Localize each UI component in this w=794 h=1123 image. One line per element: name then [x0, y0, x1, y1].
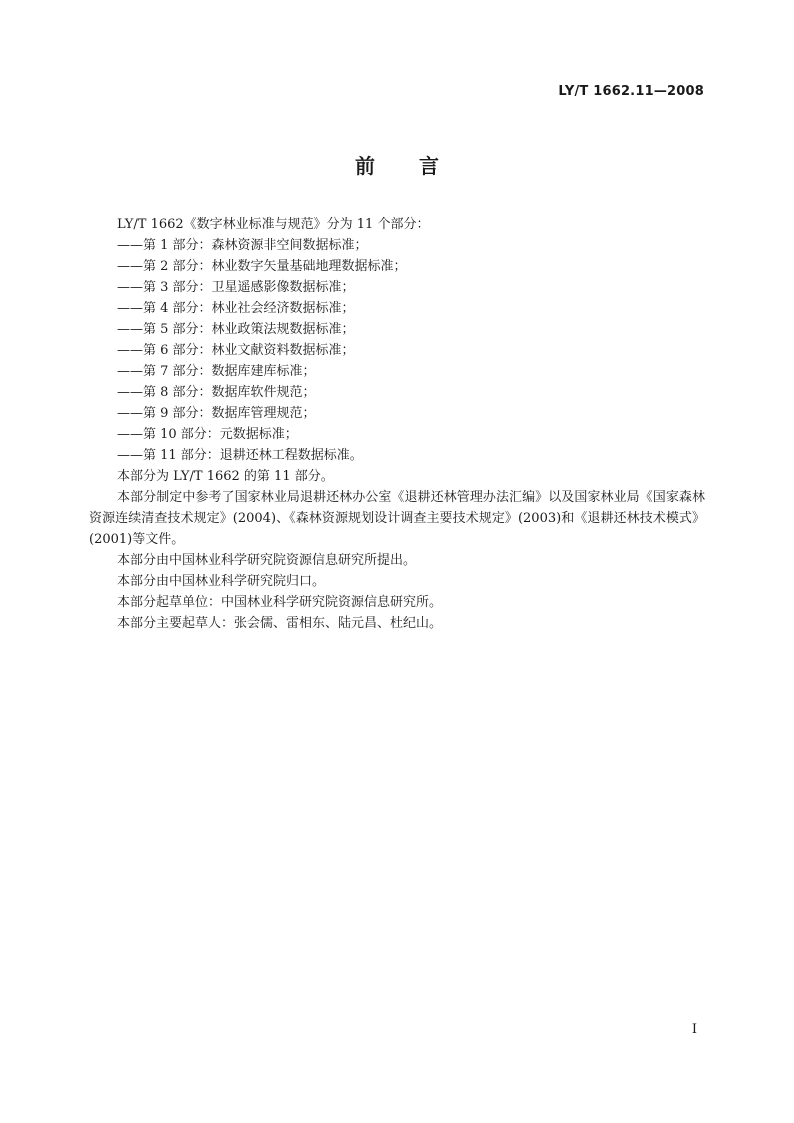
list-item: ——第 5 部分：林业政策法规数据标准；: [117, 322, 355, 337]
list-item: ——第 8 部分：数据库软件规范；: [117, 385, 316, 400]
list-item: ——第 10 部分：元数据标准；: [117, 427, 298, 442]
paragraph: 本部分由中国林业科学研究院归口。: [117, 574, 326, 589]
document-body: [89, 214, 705, 634]
list-item: ——第 4 部分：林业社会经济数据标准；: [117, 301, 355, 316]
paragraph: 本部分主要起草人：张会儒、雷相东、陆元昌、杜纪山。: [117, 616, 443, 631]
list-item: ——第 2 部分：林业数字矢量基础地理数据标准；: [117, 259, 407, 274]
standard-code: LY/T 1662.11—2008: [558, 84, 704, 99]
list-item: ——第 7 部分：数据库建库标准；: [117, 364, 316, 379]
list-item: ——第 6 部分：林业文献资料数据标准；: [117, 343, 355, 358]
paragraph: 本部分起草单位：中国林业科学研究院资源信息研究所。: [117, 595, 443, 610]
intro-paragraph: LY/T 1662《数字林业标准与规范》分为 11 个部分：: [117, 217, 430, 232]
page-title: 前言: [355, 154, 483, 178]
list-item: ——第 3 部分：卫星遥感影像数据标准；: [117, 280, 355, 295]
list-item: ——第 1 部分：森林资源非空间数据标准；: [117, 238, 368, 253]
paragraph: 本部分为 LY/T 1662 的第 11 部分。: [117, 469, 334, 484]
page-number: I: [691, 1022, 697, 1037]
paragraph: 本部分制定中参考了国家林业局退耕还林办公室《退耕还林管理办法汇编》以及国家林业局《国家森林资源连续清查技术规定》(2004)、《森林资源规划设计调查主要技术规定》(2003)和《退耕还林技术模式》(2001)等文件。: [89, 490, 705, 547]
list-item: ——第 11 部分：退耕还林工程数据标准。: [117, 448, 363, 463]
paragraph: 本部分由中国林业科学研究院资源信息研究所提出。: [117, 553, 417, 568]
list-item: ——第 9 部分：数据库管理规范；: [117, 406, 316, 421]
parts-list: [89, 235, 705, 466]
